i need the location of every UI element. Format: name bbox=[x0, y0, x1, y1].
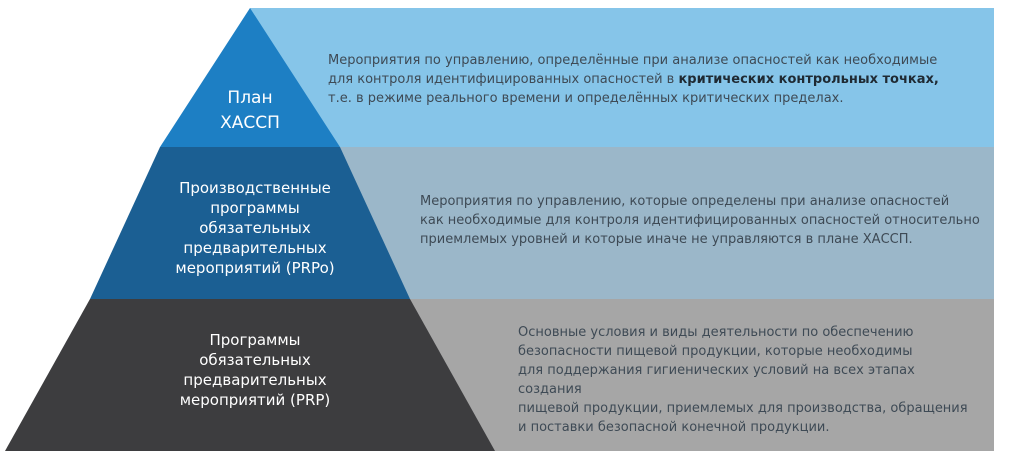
level-3-title: Программы обязательных предварительных мероприятий (PRP) bbox=[179, 331, 331, 409]
level-1-description-text: Мероприятия по управлению, определённые при анализе опасностей как необходимые для контроля идентифицированных опасностей в bbox=[328, 53, 938, 87]
level-1-description-text-end: т.е. в режиме реального времени и определённых критических пределах. bbox=[328, 91, 844, 106]
level-3-description: Основные условия и виды деятельности по обеспечению безопасности пищевой продукции, которые необходимы для поддержания гигиенических условий на всех этапах создания пищевой продукции, приемлемых для производства, обращения и поставки безопасной конечной продукции. bbox=[518, 325, 968, 435]
level-1-description-emphasis: критических контрольных точках, bbox=[678, 72, 939, 87]
level-2-description: Мероприятия по управлению, которые определены при анализе опасностей как необходимые для контроля идентифицированных опасностей относительно приемлемых уровней и которые иначе не управляются в плане ХАССП. bbox=[420, 194, 980, 247]
level-1-description bbox=[328, 51, 968, 108]
level-1-title: План ХАССП bbox=[220, 88, 280, 133]
level-2-title: Производственные программы обязательных предварительных мероприятий (PRPo) bbox=[175, 179, 335, 277]
